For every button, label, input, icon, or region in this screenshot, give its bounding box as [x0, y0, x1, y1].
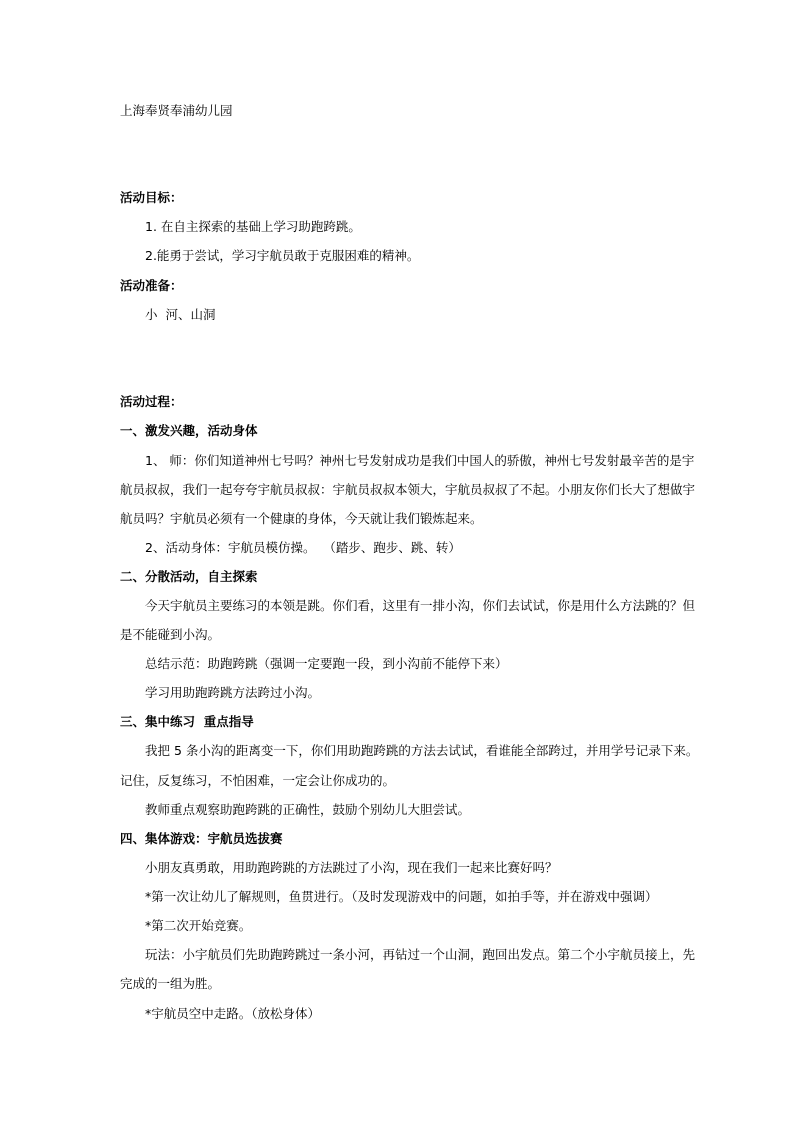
section-1-para-1-line-3: 航员吗？宇航员必须有一个健康的身体，今天就让我们锻炼起来。 — [120, 511, 483, 526]
section-2-title: 二、分散活动，自主探索 — [120, 569, 258, 584]
prep-text: 小 河、山洞 — [145, 307, 216, 322]
section-3-title: 三、集中练习 重点指导 — [120, 714, 254, 729]
section-4-para-2: *第一次让幼儿了解规则，鱼贯进行。（及时发现游戏中的问题，如拍手等，并在游戏中强调） — [145, 889, 658, 904]
section-2-para-1-line-2: 是不能碰到小沟。 — [120, 627, 221, 642]
section-2-para-2: 总结示范：助跑跨跳（强调一定要跑一段，到小沟前不能停下来） — [145, 656, 508, 671]
section-4-para-5: *宇航员空中走路。（放松身体） — [145, 1006, 321, 1021]
section-1-para-1-line-1: 1、 师：你们知道神州七号吗？神州七号发射成功是我们中国人的骄傲，神州七号发射最辛苦的是宇 — [145, 453, 695, 468]
section-3-para-1-line-1: 我把 5 条小沟的距离变一下，你们用助跑跨跳的方法去试试，看谁能全部跨过，并用学号记录下来。 — [145, 743, 699, 758]
section-1-title: 一、激发兴趣，活动身体 — [120, 423, 258, 438]
school-name: 上海奉贤奉浦幼儿园 — [120, 103, 233, 118]
process-heading: 活动过程： — [120, 394, 183, 409]
section-1-para-1-line-2: 航员叔叔，我们一起夸夸宇航员叔叔：宇航员叔叔本领大，宇航员叔叔了不起。小朋友你们长大了想做宇 — [120, 482, 696, 497]
section-3-para-2: 教师重点观察助跑跨跳的正确性，鼓励个别幼儿大胆尝试。 — [145, 802, 471, 817]
section-2-para-3: 学习用助跑跨跳方法跨过小沟。 — [145, 685, 321, 700]
goal-item-1: 1. 在自主探索的基础上学习助跑跨跳。 — [145, 219, 361, 234]
section-4-para-3: *第二次开始竞赛。 — [145, 918, 252, 933]
section-4-title: 四、集体游戏：宇航员选拔赛 — [120, 831, 283, 846]
section-1-para-2: 2、活动身体：宇航员模仿操。 （踏步、跑步、跳、转） — [145, 540, 461, 555]
goal-item-2: 2.能勇于尝试，学习宇航员敢于克服困难的精神。 — [145, 248, 420, 263]
goals-heading: 活动目标： — [120, 190, 183, 205]
section-2-para-1-line-1: 今天宇航员主要练习的本领是跳。你们看，这里有一排小沟，你们去试试，你是用什么方法跳的？但 — [145, 598, 696, 613]
section-4-para-1: 小朋友真勇敢，用助跑跨跳的方法跳过了小沟，现在我们一起来比赛好吗？ — [145, 860, 558, 875]
section-3-para-1-line-2: 记住，反复练习，不怕困难，一定会让你成功的。 — [120, 773, 396, 788]
section-4-para-4-line-1: 玩法：小宇航员们先助跑跨跳过一条小河，再钻过一个山洞，跑回出发点。第二个小宇航员接上，先 — [145, 947, 696, 962]
section-4-para-4-line-2: 完成的一组为胜。 — [120, 976, 221, 991]
prep-heading: 活动准备： — [120, 278, 183, 293]
